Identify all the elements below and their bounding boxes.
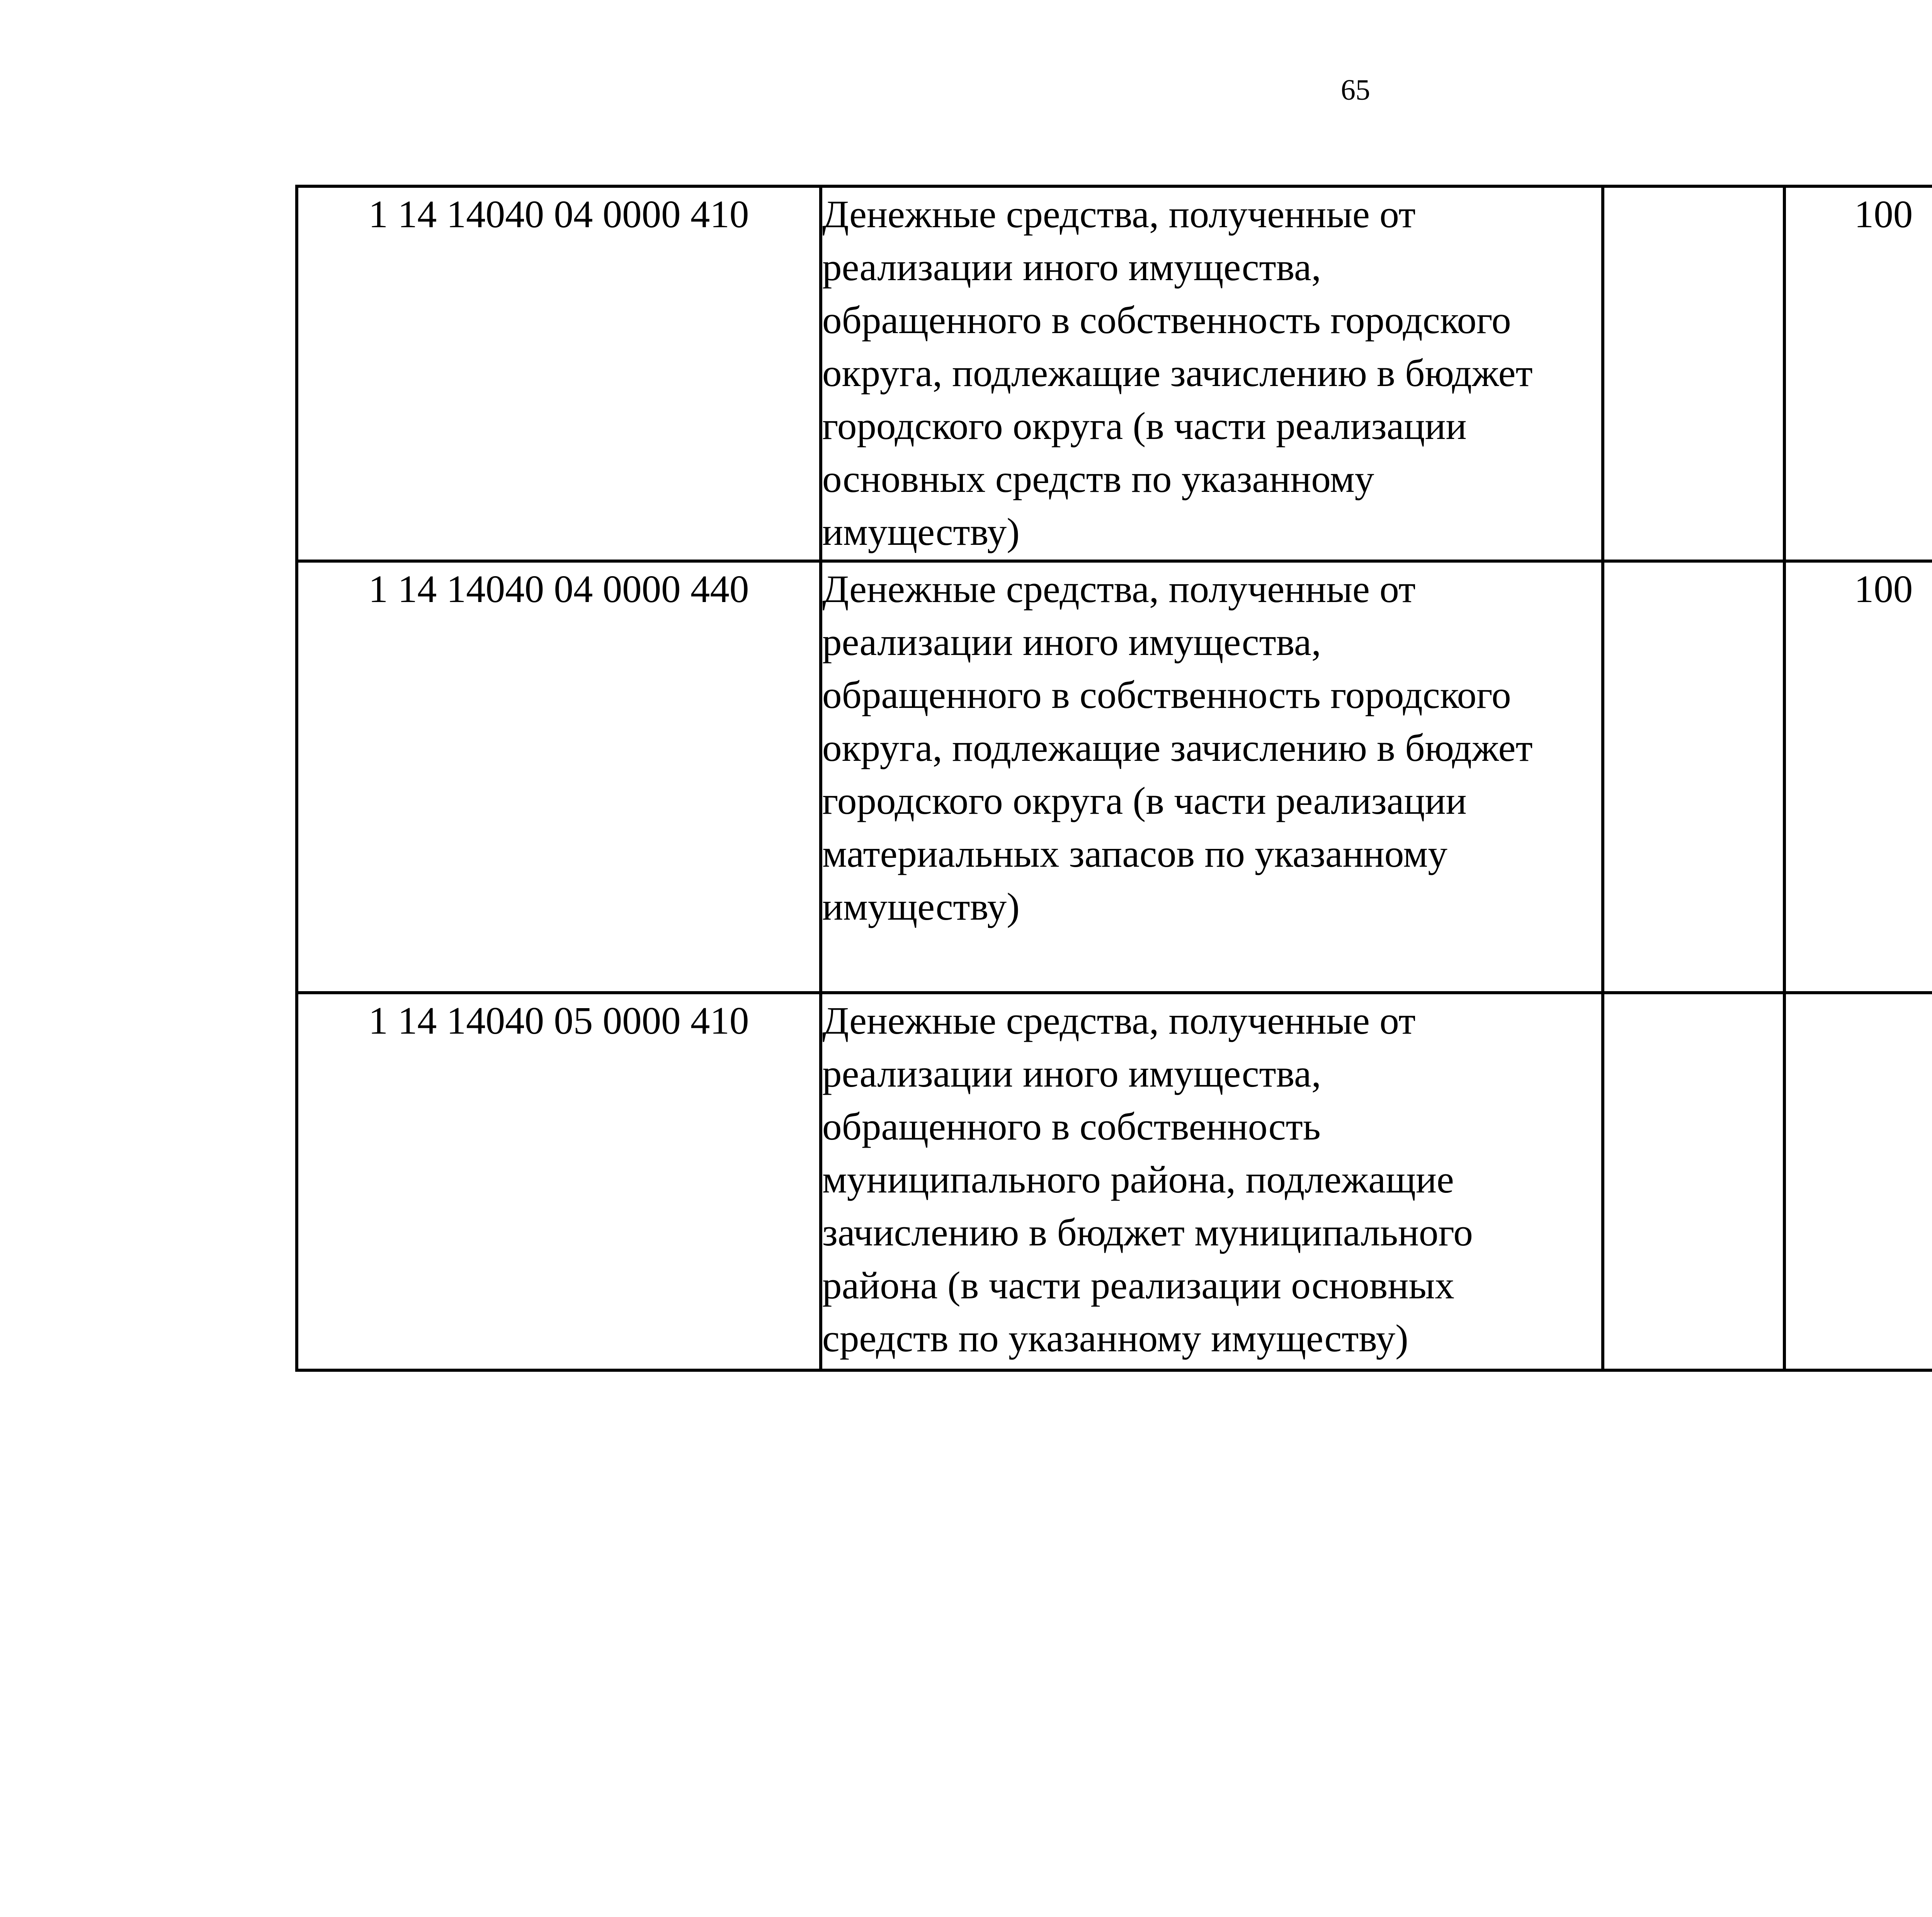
value-cell-col4 bbox=[1784, 993, 1932, 1370]
description-line: средств по указанному имуществу) bbox=[822, 1317, 1408, 1360]
description-line: реализации иного имущества, bbox=[822, 1052, 1321, 1095]
revenue-code-cell: 1 14 14040 05 0000 410 bbox=[297, 993, 821, 1370]
description-line: основных средств по указанному bbox=[822, 457, 1374, 500]
value-cell-col3 bbox=[1603, 993, 1784, 1370]
description-line: округа, подлежащие зачислению в бюджет bbox=[822, 726, 1533, 769]
description-cell bbox=[821, 186, 1603, 561]
description-line: обращенного в собственность bbox=[822, 1105, 1321, 1148]
description-cell bbox=[821, 561, 1603, 993]
description-line: Денежные средства, полученные от bbox=[822, 192, 1416, 236]
description-line: Денежные средства, полученные от bbox=[822, 999, 1416, 1042]
description-line: обращенного в собственность городского bbox=[822, 673, 1511, 716]
description-line: Денежные средства, полученные от bbox=[822, 567, 1416, 611]
description-line: обращенного в собственность городского bbox=[822, 298, 1511, 342]
table-row bbox=[297, 993, 1932, 1370]
description-line: реализации иного имущества, bbox=[822, 245, 1321, 289]
table-row bbox=[297, 561, 1932, 993]
description-line: городского округа (в части реализации bbox=[822, 779, 1467, 822]
description-line: городского округа (в части реализации bbox=[822, 404, 1467, 447]
description-line: района (в части реализации основных bbox=[822, 1264, 1454, 1307]
description-line: муниципального района, подлежащие bbox=[822, 1158, 1454, 1201]
description-line: материальных запасов по указанному bbox=[822, 832, 1447, 875]
revenue-code-cell: 1 14 14040 04 0000 410 bbox=[297, 186, 821, 561]
value-cell-col4: 100 bbox=[1784, 186, 1932, 561]
description-line: округа, подлежащие зачислению в бюджет bbox=[822, 351, 1533, 395]
table-row bbox=[297, 186, 1932, 561]
description-line: зачислению в бюджет муниципального bbox=[822, 1211, 1473, 1254]
description-line: реализации иного имущества, bbox=[822, 620, 1321, 663]
page-number: 65 bbox=[1341, 74, 1370, 106]
revenue-code-cell: 1 14 14040 04 0000 440 bbox=[297, 561, 821, 993]
description-cell bbox=[821, 993, 1603, 1370]
description-line: имуществу) bbox=[822, 885, 1020, 928]
value-cell-col4: 100 bbox=[1784, 561, 1932, 993]
value-cell-col3 bbox=[1603, 186, 1784, 561]
description-line: имуществу) bbox=[822, 510, 1020, 553]
revenue-table bbox=[295, 185, 1932, 1372]
value-cell-col3 bbox=[1603, 561, 1784, 993]
